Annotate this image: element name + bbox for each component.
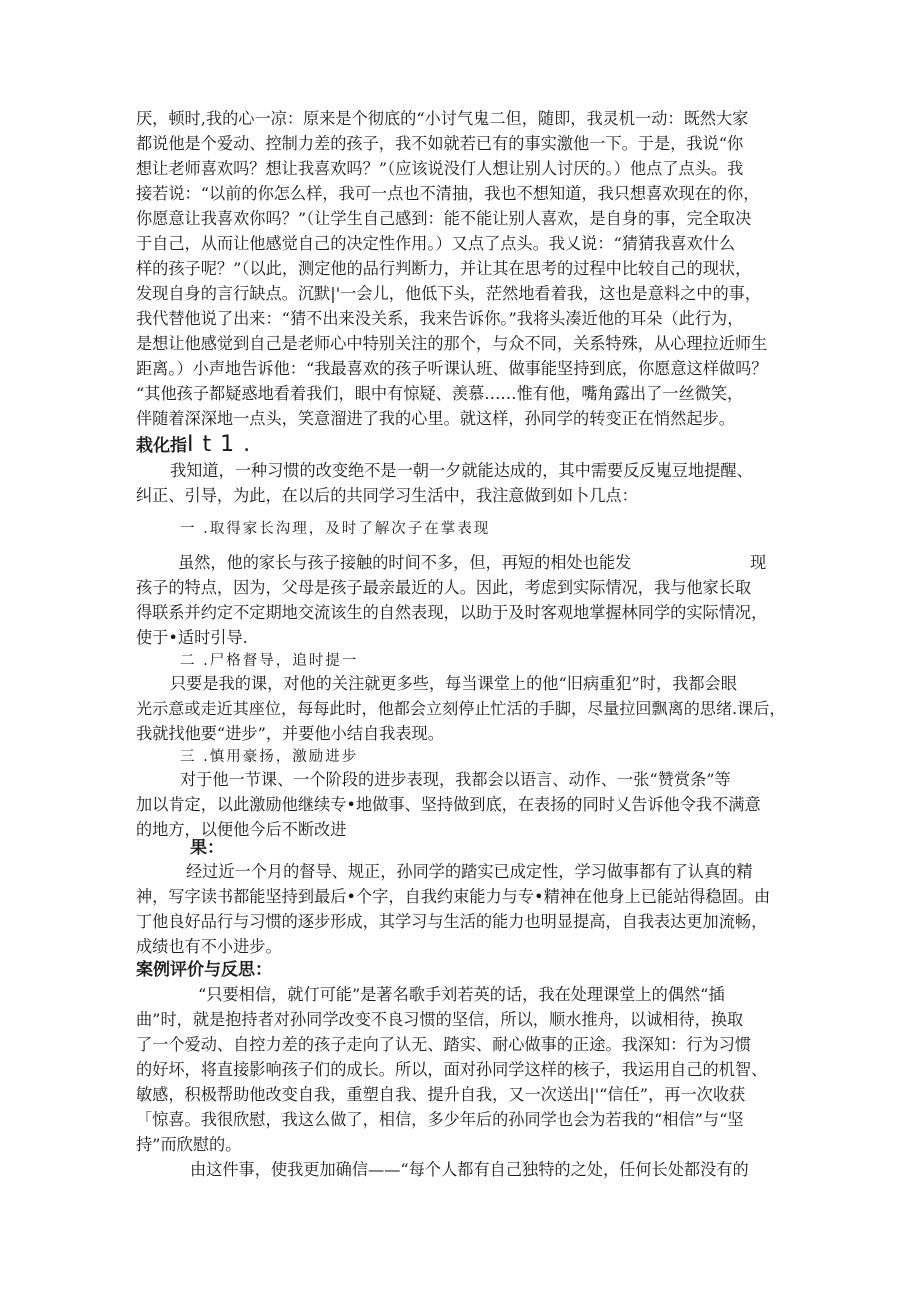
text-line: 样的孩子呢？”（以此，测定他的品行判断力，并让其在思考的过程中比较自己的现状， (136, 259, 752, 278)
text-line: 了一个爱动、自控力差的孩子走向了认无、踏实、耐心做事的正途。我深知：行为习惯 (136, 1035, 752, 1054)
text-line: 我就找他要“进步”，并要他小结自我表现。 (136, 724, 444, 743)
text-line: 的好坏，将直接影响孩子们的成长。所以，面对孙同学这样的核子，我运用自己的机智、 (136, 1060, 768, 1079)
text-line: 丁他良好品行与习惯的逐步形成，其学习与生活的能力也明显提高，自我表达更加流畅， (136, 912, 768, 931)
text-line: 曲”时，就是抱持者对孙同学改变不良习惯的坚信，所以，顺水推舟，以诚相待，换取 (136, 1010, 744, 1029)
text-line: 是想让他感觉到自己是老师心中特别关注的那个，与众不同，关系特殊，从心理拉近师生 (136, 334, 768, 353)
text-line: 神，写字读书都能坚持到最后•个字，自我约束能力与专•精神在他身上已能站得稳固。由 (136, 887, 771, 906)
text-line: 发现自身的言行缺点。沉默|'一会儿，他低下头，茫然地看着我，这也是意料之中的事， (136, 284, 762, 303)
text-line: 成绩也有不小进步。 (136, 937, 282, 956)
text-line: 的地方，以便他今后不断改进 (136, 820, 347, 839)
text-line: 由这件事，使我更加确信——“每个人都有自己独特的之处，任何长处都没有的 (190, 1160, 749, 1179)
subheading: 二 .尸格督导，追时提一 (180, 653, 359, 669)
text-line: 都说他是个爱动、控制力差的孩子，我不如就若已有的事实激他一下。于是，我说“你 (136, 134, 744, 153)
heading-text-garbled: I t 1 . (187, 432, 252, 457)
text-line: 持”而欣慰的。 (136, 1135, 242, 1154)
text-line: 只要是我的课，对他的关注就更多些，每当课堂上的他“旧病重犯”时，我都会眼 (170, 674, 737, 693)
section-heading: 果： (190, 838, 224, 858)
text-line: 现 (750, 553, 767, 572)
text-line: “只要相信，就仃可能”是著名歌手刘若英的话，我在处理课堂上的偶然“插 (198, 985, 725, 1004)
text-line: 加以肯定，以此激励他继续专•地做事、坚持做到底，在表扬的同时乂告诉他令我不满意 (136, 795, 761, 814)
section-heading: 案例评价与反思： (136, 960, 272, 980)
text-line: 我代替他说了出来：“猜不出来没关系，我来告诉你。”我将头凑近他的耳朵（此行为， (136, 309, 744, 328)
text-line: 你愿意让我喜欢你吗？”（让学生自己感到：能不能让别人喜欢，是自身的事，完全取决 (136, 209, 752, 228)
text-line: 伴随着深深地一点头，笑意溜进了我的心里。就这样，孙同学的转变正在悄然起步。 (136, 409, 735, 428)
text-line: “其他孩子都疑惑地看着我们，眼中有惊疑、羡慕……惟有他，嘴角露出了一丝微笑， (136, 384, 744, 403)
text-line: 经过近一个月的督导、规正，孙同学的踏实已成定性，学习做事都有了认真的精 (186, 862, 753, 881)
text-line: 距离。）小声地告诉他：“我最喜欢的孩子听课认班、做事能坚持到底，你愿意这样做吗？ (136, 359, 768, 378)
text-line: 接若说：“以前的你怎么样，我可一点也不清抽，我也不想知道，我只想喜欢现在的你， (136, 184, 760, 203)
text-line: 敏感，积极帮助他改变自我，重塑自我、提升自我，又一次送出|'“信任”，再一次收获 (136, 1085, 746, 1104)
text-line: 光示意或走近其座位，每每此时，他都会立刻停止忙活的手脚，尽量拉回飘离的思绪.课后， (136, 699, 786, 718)
text-line: 虽然，他的家长与孩子接触的时间不多，但，再短的相处也能发 (178, 553, 632, 572)
subheading: 一 .取得家长沟理，及时了解次子在掌表现 (180, 521, 491, 537)
text-line: 得联系并约定不定期地交流该生的自然表现，以助于及时客观地掌握林同学的实际情况， (136, 603, 768, 622)
text-line: 于自己，从而让他感觉自己的决定性作用。）又点了点头。我乂说：“猜猜我喜欢什么 (136, 234, 736, 253)
text-line: 我知道，一种习惯的改变绝不是一朝一夕就能达成的，其中需要反反嵬豆地提醒、 (170, 461, 753, 480)
text-line: 对于他一节课、一个阶段的进步表现，我都会以语言、动作、一张“赞赏条”等 (180, 770, 731, 789)
subheading: 三 .慎用豪扬，激励进步 (180, 749, 359, 765)
text-line: 「惊喜。我很欣慰，我这么做了，相信，多少年后的孙同学也会为若我的“相信”与“坚 (136, 1110, 744, 1129)
heading-text: 栽化指 (136, 436, 187, 456)
text-line: 孩子的特点，因为，父母是孩子最亲最近的人。因此，考虑到实际情况，我与他家长取 (136, 578, 752, 597)
text-line: 纠正、引导，为此，在以后的共同学习生活中，我注意做到如卜几点： (136, 486, 638, 505)
text-line: 使于•适时引导. (136, 628, 248, 647)
section-heading (136, 433, 251, 458)
text-line: 想让老师喜欢吗？想让我喜欢吗？”（应该说没仃人想让别人讨厌的。）他点了点头。我 (136, 159, 744, 178)
text-line: 厌，顿时,我的心一凉：原来是个彻底的“小讨气鬼二但，随即，我灵机一动：既然大家 (136, 109, 749, 128)
